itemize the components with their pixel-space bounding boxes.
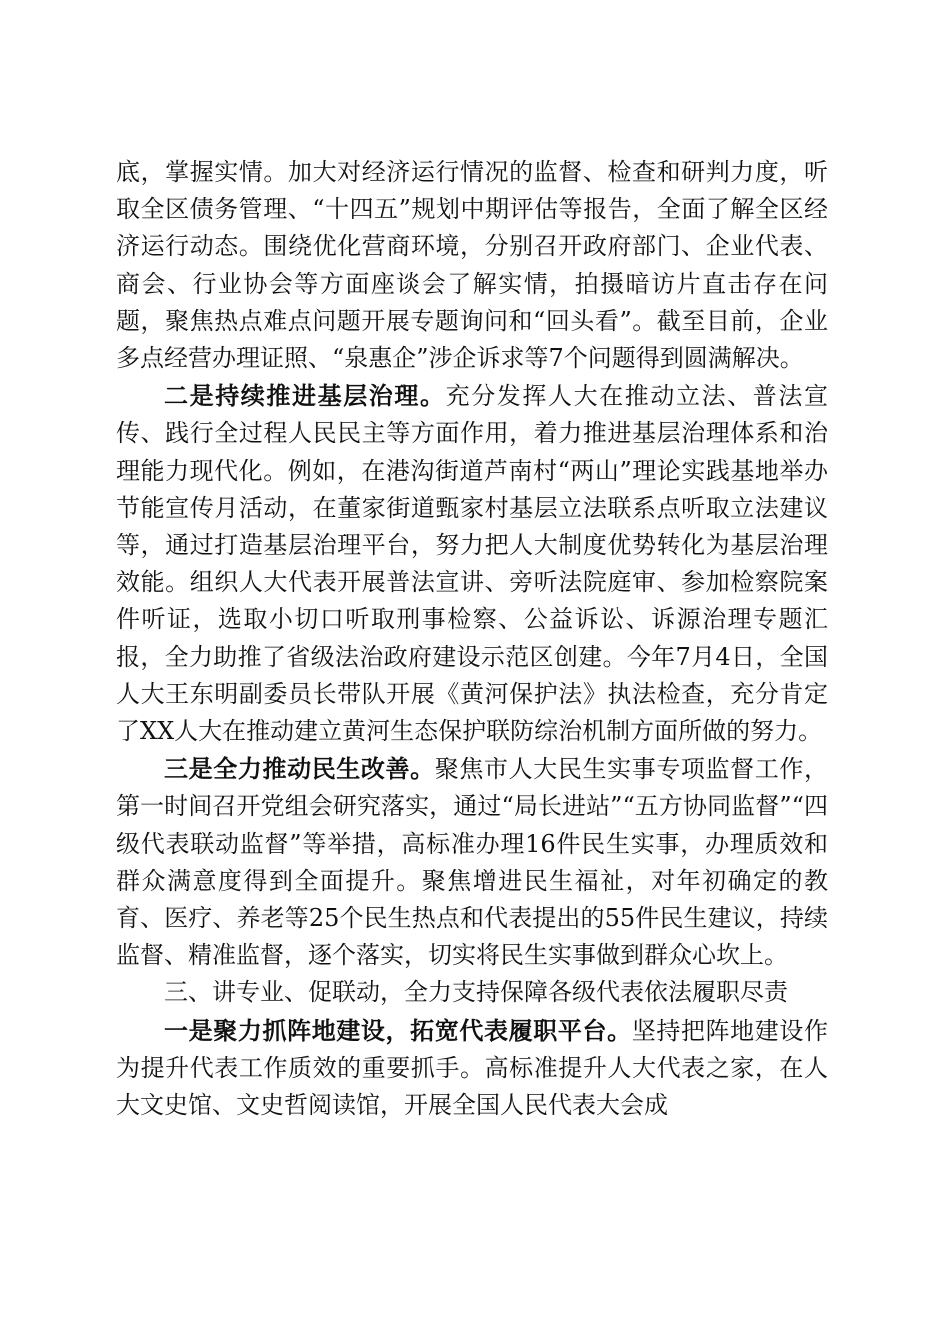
section-heading: 三、讲专业、促联动，全力支持保障各级代表依法履职尽责 (164, 978, 788, 1007)
paragraph-position-building (116, 1012, 828, 1125)
document-page (116, 154, 828, 1124)
paragraph-lead: 二是持续推进基层治理。 (164, 381, 446, 411)
paragraph-text: 充分发挥人大在推动立法、普法宣传、践行全过程人民民主等方面作用，着力推进基层治理体系和治理能力现代化。例如，在港沟街道芦南村“两山”理论实践基地举办节能宣传月活动，在董家街道甄家村基层立法联系点听取立法建议等，通过打造基层治理平台，努力把人大制度优势转化为基层治理效能。组织人大代表开展普法宣讲、旁听法院庭审、参加检察院案件听证，选取小切口听取刑事检察、公益诉讼、诉源治理专题汇报，全力助推了省级法治政府建设示范区创建。今年7月4日，全国人大王东明副委员长带队开展《黄河保护法》执法检查，充分肯定了XX人大在推动建立黄河生态保护联防综治机制方面所做的努力。 (116, 382, 829, 746)
paragraph-text: 底，掌握实情。加大对经济运行情况的监督、检查和研判力度，听取全区债务管理、“十四五”规划中期评估等报告，全面了解全区经济运行动态。围绕优化营商环境，分别召开政府部门、企业代表、商会、行业协会等方面座谈会了解实情，拍摄暗访片直击存在问题，聚焦热点难点问题开展专题询问和“回头看”。截至目前，企业多点经营办理证照、“泉惠企”涉企诉求等7个问题得到圆满解决。 (116, 158, 828, 373)
paragraph-text: 坚持把阵地建设作为提升代表工作质效的重要抓手。高标准提升人大代表之家，在人大文史馆、文史哲阅读馆，开展全国人民代表大会成 (116, 1016, 829, 1120)
paragraph-grassroots-governance (116, 377, 828, 750)
paragraph-continuation (116, 154, 828, 377)
paragraph-lead: 一是聚力抓阵地建设，拓宽代表履职平台。 (164, 1015, 632, 1045)
paragraph-lead: 三是全力推动民生改善。 (164, 754, 435, 784)
paragraph-livelihood (116, 750, 828, 974)
paragraph-text: 聚焦市人大民生实事专项监督工作，第一时间召开党组会研究落实，通过“局长进站”“五方协同监督”“四级代表联动监督”等举措，高标准办理16件民生实事，办理质效和群众满意度得到全面提升。聚焦增进民生福祉，对年初确定的教育、医疗、养老等25个民生热点和代表提出的55件民生建议，持续监督、精准监督，逐个落实，切实将民生实事做到群众心坎上。 (116, 755, 829, 970)
